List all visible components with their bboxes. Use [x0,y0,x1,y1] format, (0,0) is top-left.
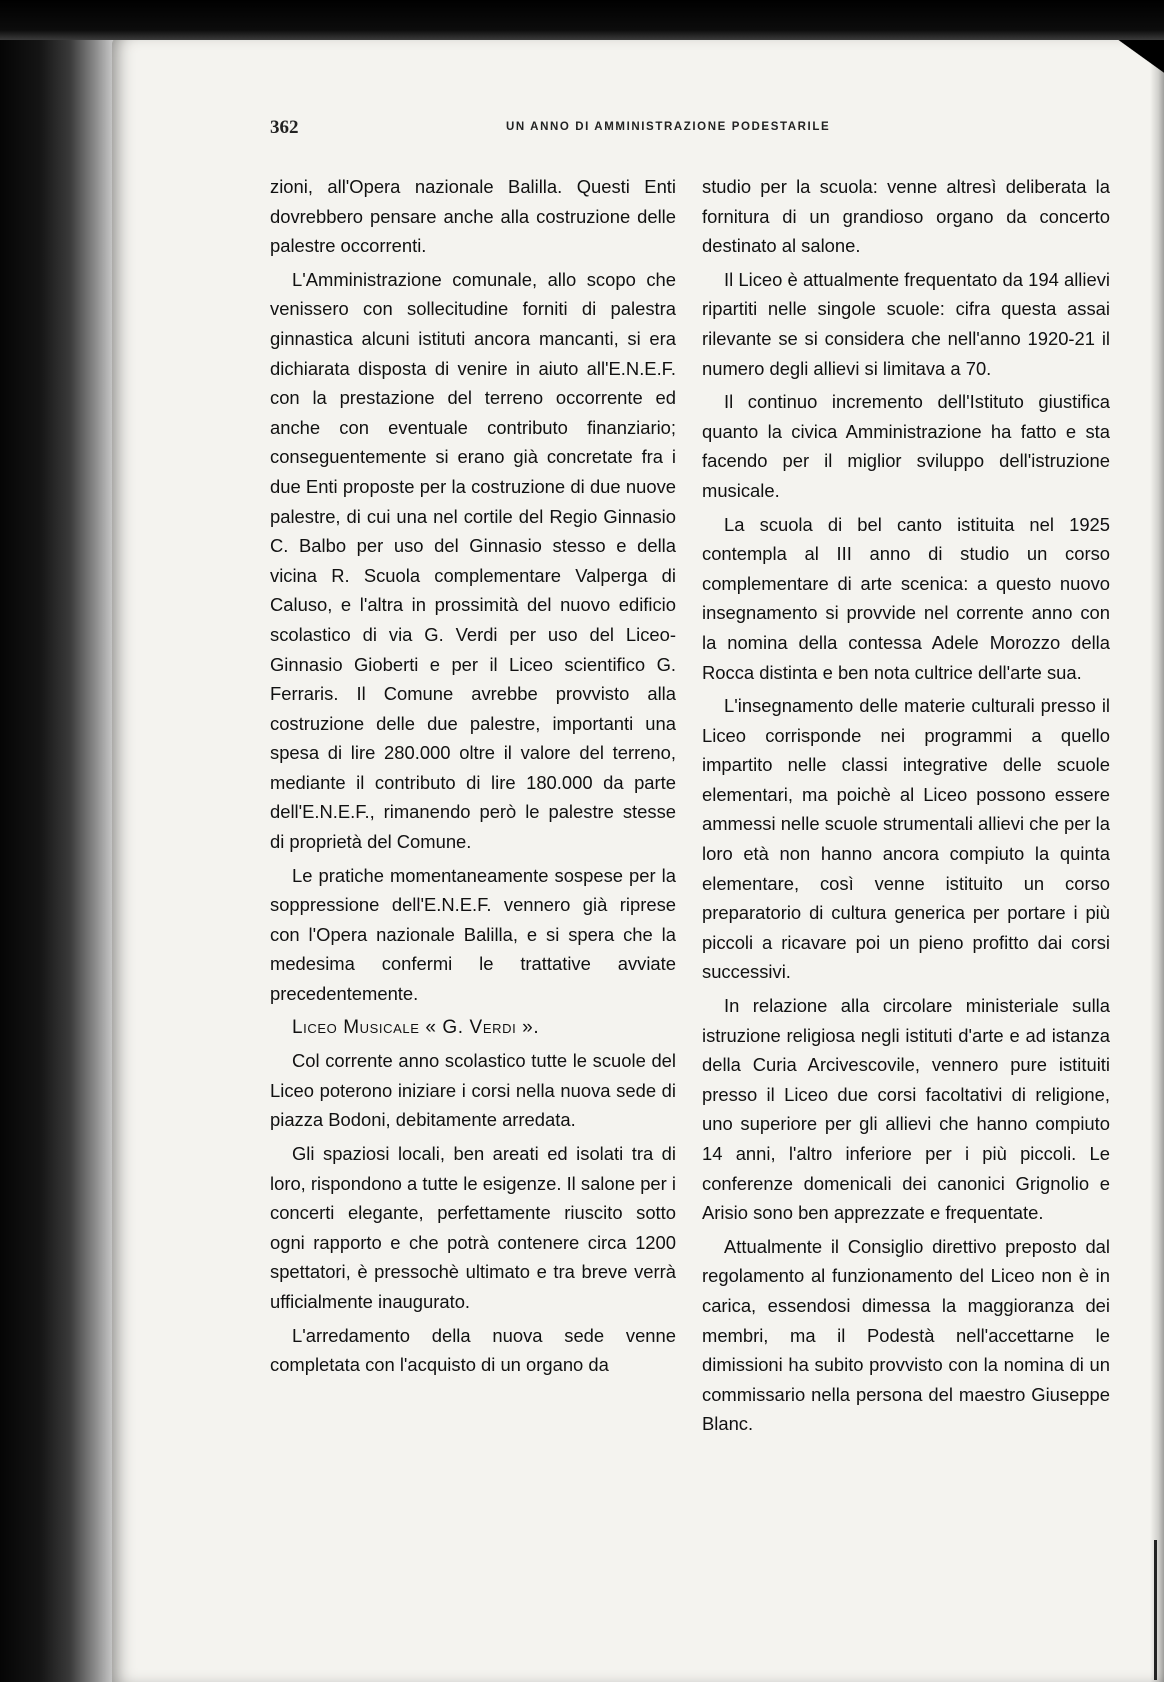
left-column [270,172,676,1384]
paragraph: Attualmente il Consiglio direttivo preposto dal regolamento al funzionamento del Liceo non è in carica, essendosi dimessa la maggioranza dei membri, ma il Podestà nell'accettarne le dimissioni ha subito provvisto con la nomina di un commissario nella persona del maestro Giuseppe Blanc. [702,1235,1110,1435]
paragraph: La scuola di bel canto istituita nel 1925 contempla al III anno di studio un corso complementare di arte scenica: a questo nuovo insegnamento si provvide nel corrente anno con la nomina della contessa Adele Morozzo della Rocca distinta e ben nota cultrice dell'arte sua. [702,513,1110,683]
page-header [270,117,1070,141]
paragraph: Il continuo incremento dell'Istituto giustifica quanto la civica Amministrazione ha fatto e sta facendo per il miglior sviluppo dell'istruzione musicale. [702,391,1110,501]
paragraph: Gli spaziosi locali, ben areati ed isolati tra di loro, rispondono a tutte le esigenze. Il salone per i concerti elegante, perfettamente riuscito sotto ogni rapporto e che potrà contenere circa 1200 spettatori, è pressochè ultimato e tra breve verrà ufficialmente inaugurato. [270,1143,676,1312]
paragraph: L'insegnamento delle materie culturali presso il Liceo corrisponde nei programmi a quello impartito nelle classi integrative delle scuole elementari, ma poichè al Liceo possono essere ammessi nelle scuole strumentali allievi che per la loro età non hanno ancora compiuto la quinta elementare, così venne istituito un corso preparatorio di cultura generica per portare i più piccoli a ricavare poi un pieno profitto dai corsi successivi. [702,695,1110,983]
paragraph: L'arredamento della nuova sede venne completata con l'acquisto di un organo da [270,1324,676,1376]
running-title: UN ANNO DI AMMINISTRAZIONE PODESTARILE [506,121,831,133]
paragraph: Col corrente anno scolastico tutte le scuole del Liceo poterono iniziare i corsi nella nuova sede di piazza Bodoni, debitamente arredata. [270,1050,676,1131]
paragraph: In relazione alla circolare ministeriale sulla istruzione religiosa negli istituti d'arte e ad istanza della Curia Arcivescovile, vennero pure istituiti presso il Liceo due corsi facoltativi di religione, uno superiore per gli allievi che hanno compiuto 14 anni, l'altro inferiore per i più piccoli. Le conferenze domenicali dei canonici Grignolio e Arisio sono ben apprezzate e frequentate. [702,995,1110,1224]
section-title: Liceo Musicale « G. Verdi ». [292,1016,540,1038]
paragraph: L'Amministrazione comunale, allo scopo che venissero con sollecitudine forniti di palestra ginnastica alcuni istituti ancora mancanti, si era dichiarata disposta di venire in aiuto all'E.N.E.F. con la prestazione del terreno occorrente ed anche con eventuale contributo finanziario; conseguentemente si erano già concretate fra i due Enti proposte per la costruzione di due nuove palestre, di cui una nel cortile del Regio Ginnasio C. Balbo per uso del Ginnasio stesso e della vicina R. Scuola complementare Valperga di Caluso, e l'altra in prossimità del nuovo edificio scolastico di via G. Verdi per uso del Liceo-Ginnasio Gioberti e per il Liceo scientifico G. Ferraris. Il Comune avrebbe provvisto alla costruzione delle due palestre, importanti una spesa di lire 280.000 oltre il valore del terreno, mediante il contributo di lire 180.000 da parte dell'E.N.E.F., rimanendo però le palestre stesse di proprietà del Comune. [270,268,676,853]
page-number: 362 [270,117,299,138]
paragraph: studio per la scuola: venne altresì deliberata la fornitura di un grandioso organo da concerto destinato al salone. [702,176,1110,257]
book-spine-shadow [0,0,120,1682]
paragraph: Le pratiche momentaneamente sospese per la soppressione dell'E.N.E.F. vennero già riprese con l'Opera nazionale Balilla, e si spera che la medesima confermi le trattative avviate precedentemente. [270,864,676,1005]
paragraph: Il Liceo è attualmente frequentato da 194 allievi ripartiti nelle singole scuole: cifra questa assai rilevante se si considera che nell'anno 1920-21 il numero degli allievi si limitava a 70. [702,268,1110,379]
right-column [702,172,1110,1443]
scan-top-border [0,0,1164,40]
scan-edge-line [1154,1540,1157,1680]
page-right-edge [1150,60,1164,1682]
paragraph: zioni, all'Opera nazionale Balilla. Questi Enti dovrebbero pensare anche alla costruzione delle palestre occorrenti. [270,176,676,257]
